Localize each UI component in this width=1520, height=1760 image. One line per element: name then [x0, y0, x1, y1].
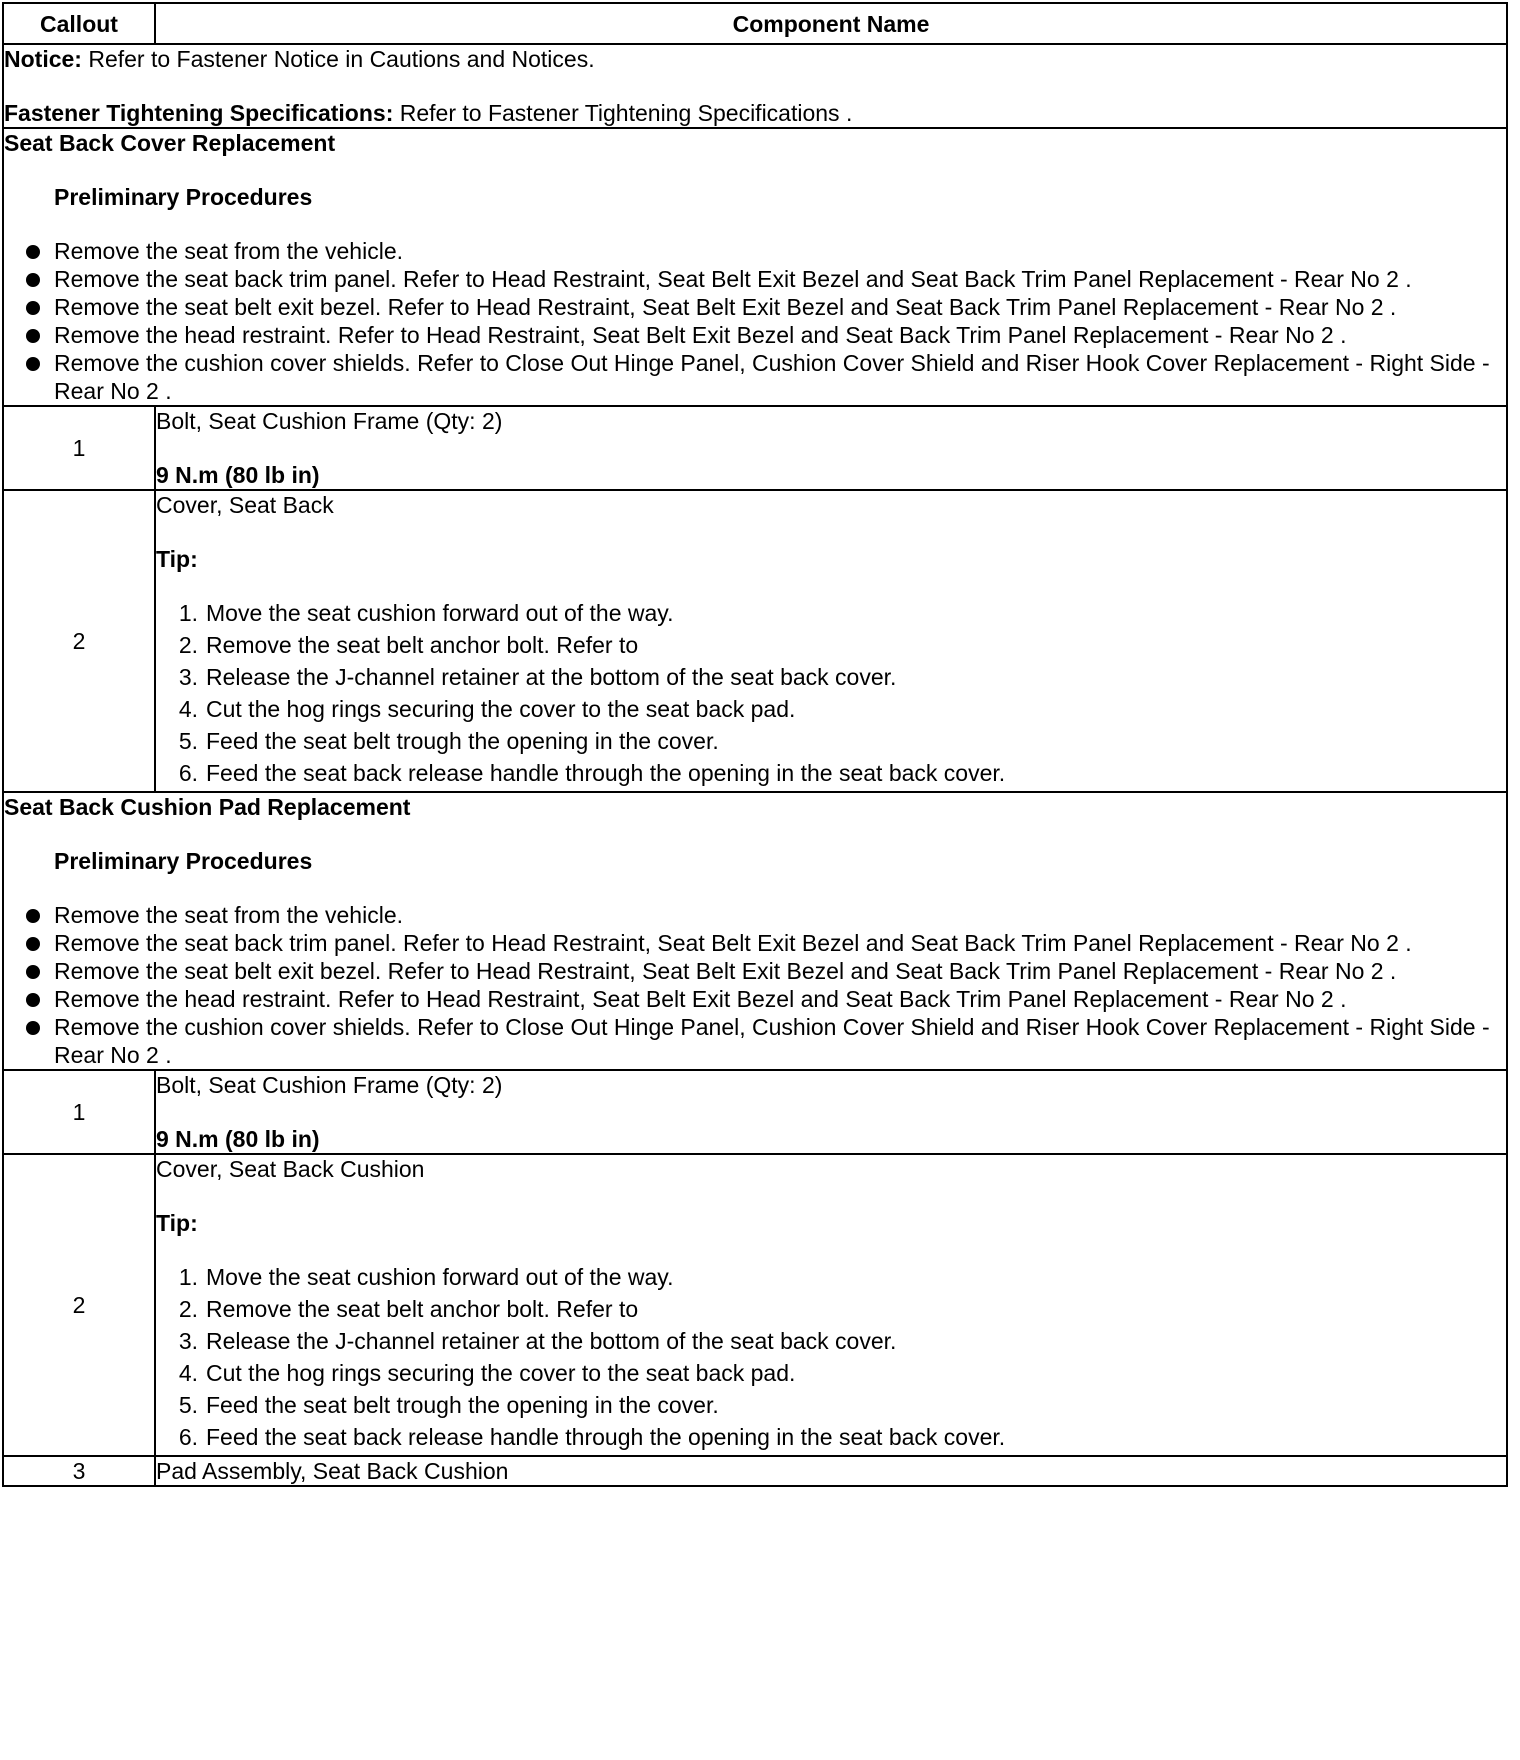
bullet-icon [26, 909, 40, 923]
section-header-row [3, 128, 1507, 406]
list-item: Remove the seat belt exit bezel. Refer to Head Restraint, Seat Belt Exit Bezel and Seat Back Trim Panel Replacement - Rear No 2 . [4, 293, 1506, 321]
section-cell [3, 792, 1507, 1070]
component-name: Cover, Seat Back [156, 492, 334, 518]
table-row [3, 406, 1507, 490]
callout-header: Callout [3, 3, 155, 44]
list-item: Remove the cushion cover shields. Refer to Close Out Hinge Panel, Cushion Cover Shield and Riser Hook Cover Replacement - Right Side - Rear No 2 . [4, 349, 1506, 405]
list-item: Remove the seat from the vehicle. [4, 901, 1506, 929]
procedure-table [2, 2, 1508, 1487]
torque-spec: 9 N.m (80 lb in) [156, 1126, 320, 1152]
tip-label: Tip: [156, 1210, 198, 1236]
fastener-spec-text: Refer to Fastener Tightening Specifications . [393, 100, 853, 126]
notice-label: Notice: [4, 46, 82, 72]
list-item: 3. Release the J-channel retainer at the bottom of the seat back cover. [178, 664, 897, 690]
list-item: Remove the seat from the vehicle. [4, 237, 1506, 265]
component-cell [155, 1456, 1507, 1486]
section-title: Seat Back Cover Replacement [4, 130, 336, 156]
list-item: 4. Cut the hog rings securing the cover to the seat back pad. [178, 1360, 796, 1386]
callout-number: 2 [3, 490, 155, 792]
callout-number: 1 [3, 406, 155, 490]
preliminary-procedures-title: Preliminary Procedures [54, 848, 313, 874]
list-item: Remove the cushion cover shields. Refer to Close Out Hinge Panel, Cushion Cover Shield and Riser Hook Cover Replacement - Right Side - Rear No 2 . [4, 1013, 1506, 1069]
component-cell [155, 1070, 1507, 1154]
component-cell [155, 406, 1507, 490]
list-item: 6. Feed the seat back release handle through the opening in the seat back cover. [178, 760, 1006, 786]
bullet-icon [26, 937, 40, 951]
tip-steps [156, 1263, 1506, 1455]
callout-number: 3 [3, 1456, 155, 1486]
list-item: Remove the seat back trim panel. Refer to Head Restraint, Seat Belt Exit Bezel and Seat Back Trim Panel Replacement - Rear No 2 . [4, 929, 1506, 957]
bullet-icon [26, 301, 40, 315]
section-header-row [3, 792, 1507, 1070]
list-item: Remove the seat belt exit bezel. Refer to Head Restraint, Seat Belt Exit Bezel and Seat Back Trim Panel Replacement - Rear No 2 . [4, 957, 1506, 985]
bullet-icon [26, 245, 40, 259]
bullet-icon [26, 965, 40, 979]
table-row [3, 490, 1507, 792]
list-item: 1. Move the seat cushion forward out of the way. [178, 1264, 674, 1290]
component-cell [155, 490, 1507, 792]
section-cell [3, 128, 1507, 406]
list-item: Remove the head restraint. Refer to Head Restraint, Seat Belt Exit Bezel and Seat Back Trim Panel Replacement - Rear No 2 . [4, 321, 1506, 349]
component-name-header: Component Name [155, 3, 1507, 44]
tip-label: Tip: [156, 546, 198, 572]
list-item: 1. Move the seat cushion forward out of the way. [178, 600, 674, 626]
list-item: 2. Remove the seat belt anchor bolt. Refer to [178, 632, 639, 658]
callout-number: 1 [3, 1070, 155, 1154]
component-cell [155, 1154, 1507, 1456]
bullet-icon [26, 357, 40, 371]
notice-line [4, 45, 1506, 73]
list-item: 2. Remove the seat belt anchor bolt. Refer to [178, 1296, 639, 1322]
notice-row [3, 44, 1507, 128]
table-row [3, 1456, 1507, 1486]
component-name: Bolt, Seat Cushion Frame (Qty: 2) [156, 1072, 503, 1098]
callout-number: 2 [3, 1154, 155, 1456]
bullet-icon [26, 329, 40, 343]
notice-text: Refer to Fastener Notice in Cautions and Notices. [81, 46, 595, 72]
bullet-icon [26, 993, 40, 1007]
table-row [3, 1070, 1507, 1154]
component-name: Bolt, Seat Cushion Frame (Qty: 2) [156, 408, 503, 434]
tip-steps [156, 599, 1506, 791]
table-row [3, 1154, 1507, 1456]
list-item: 3. Release the J-channel retainer at the bottom of the seat back cover. [178, 1328, 897, 1354]
preliminary-list [4, 237, 1506, 405]
preliminary-list [4, 901, 1506, 1069]
bullet-icon [26, 1021, 40, 1035]
notice-cell [3, 44, 1507, 128]
bullet-icon [26, 273, 40, 287]
list-item: 5. Feed the seat belt trough the opening in the cover. [178, 728, 719, 754]
list-item: Remove the head restraint. Refer to Head Restraint, Seat Belt Exit Bezel and Seat Back Trim Panel Replacement - Rear No 2 . [4, 985, 1506, 1013]
preliminary-procedures-title: Preliminary Procedures [54, 184, 313, 210]
list-item: 6. Feed the seat back release handle through the opening in the seat back cover. [178, 1424, 1006, 1450]
fastener-spec-line [4, 99, 1506, 127]
component-name: Pad Assembly, Seat Back Cushion [156, 1458, 509, 1484]
list-item: 4. Cut the hog rings securing the cover to the seat back pad. [178, 696, 796, 722]
list-item: 5. Feed the seat belt trough the opening in the cover. [178, 1392, 719, 1418]
section-title: Seat Back Cushion Pad Replacement [4, 794, 411, 820]
list-item: Remove the seat back trim panel. Refer to Head Restraint, Seat Belt Exit Bezel and Seat Back Trim Panel Replacement - Rear No 2 . [4, 265, 1506, 293]
table-header-row [3, 3, 1507, 44]
torque-spec: 9 N.m (80 lb in) [156, 462, 320, 488]
component-name: Cover, Seat Back Cushion [156, 1156, 425, 1182]
fastener-spec-label: Fastener Tightening Specifications: [4, 100, 394, 126]
